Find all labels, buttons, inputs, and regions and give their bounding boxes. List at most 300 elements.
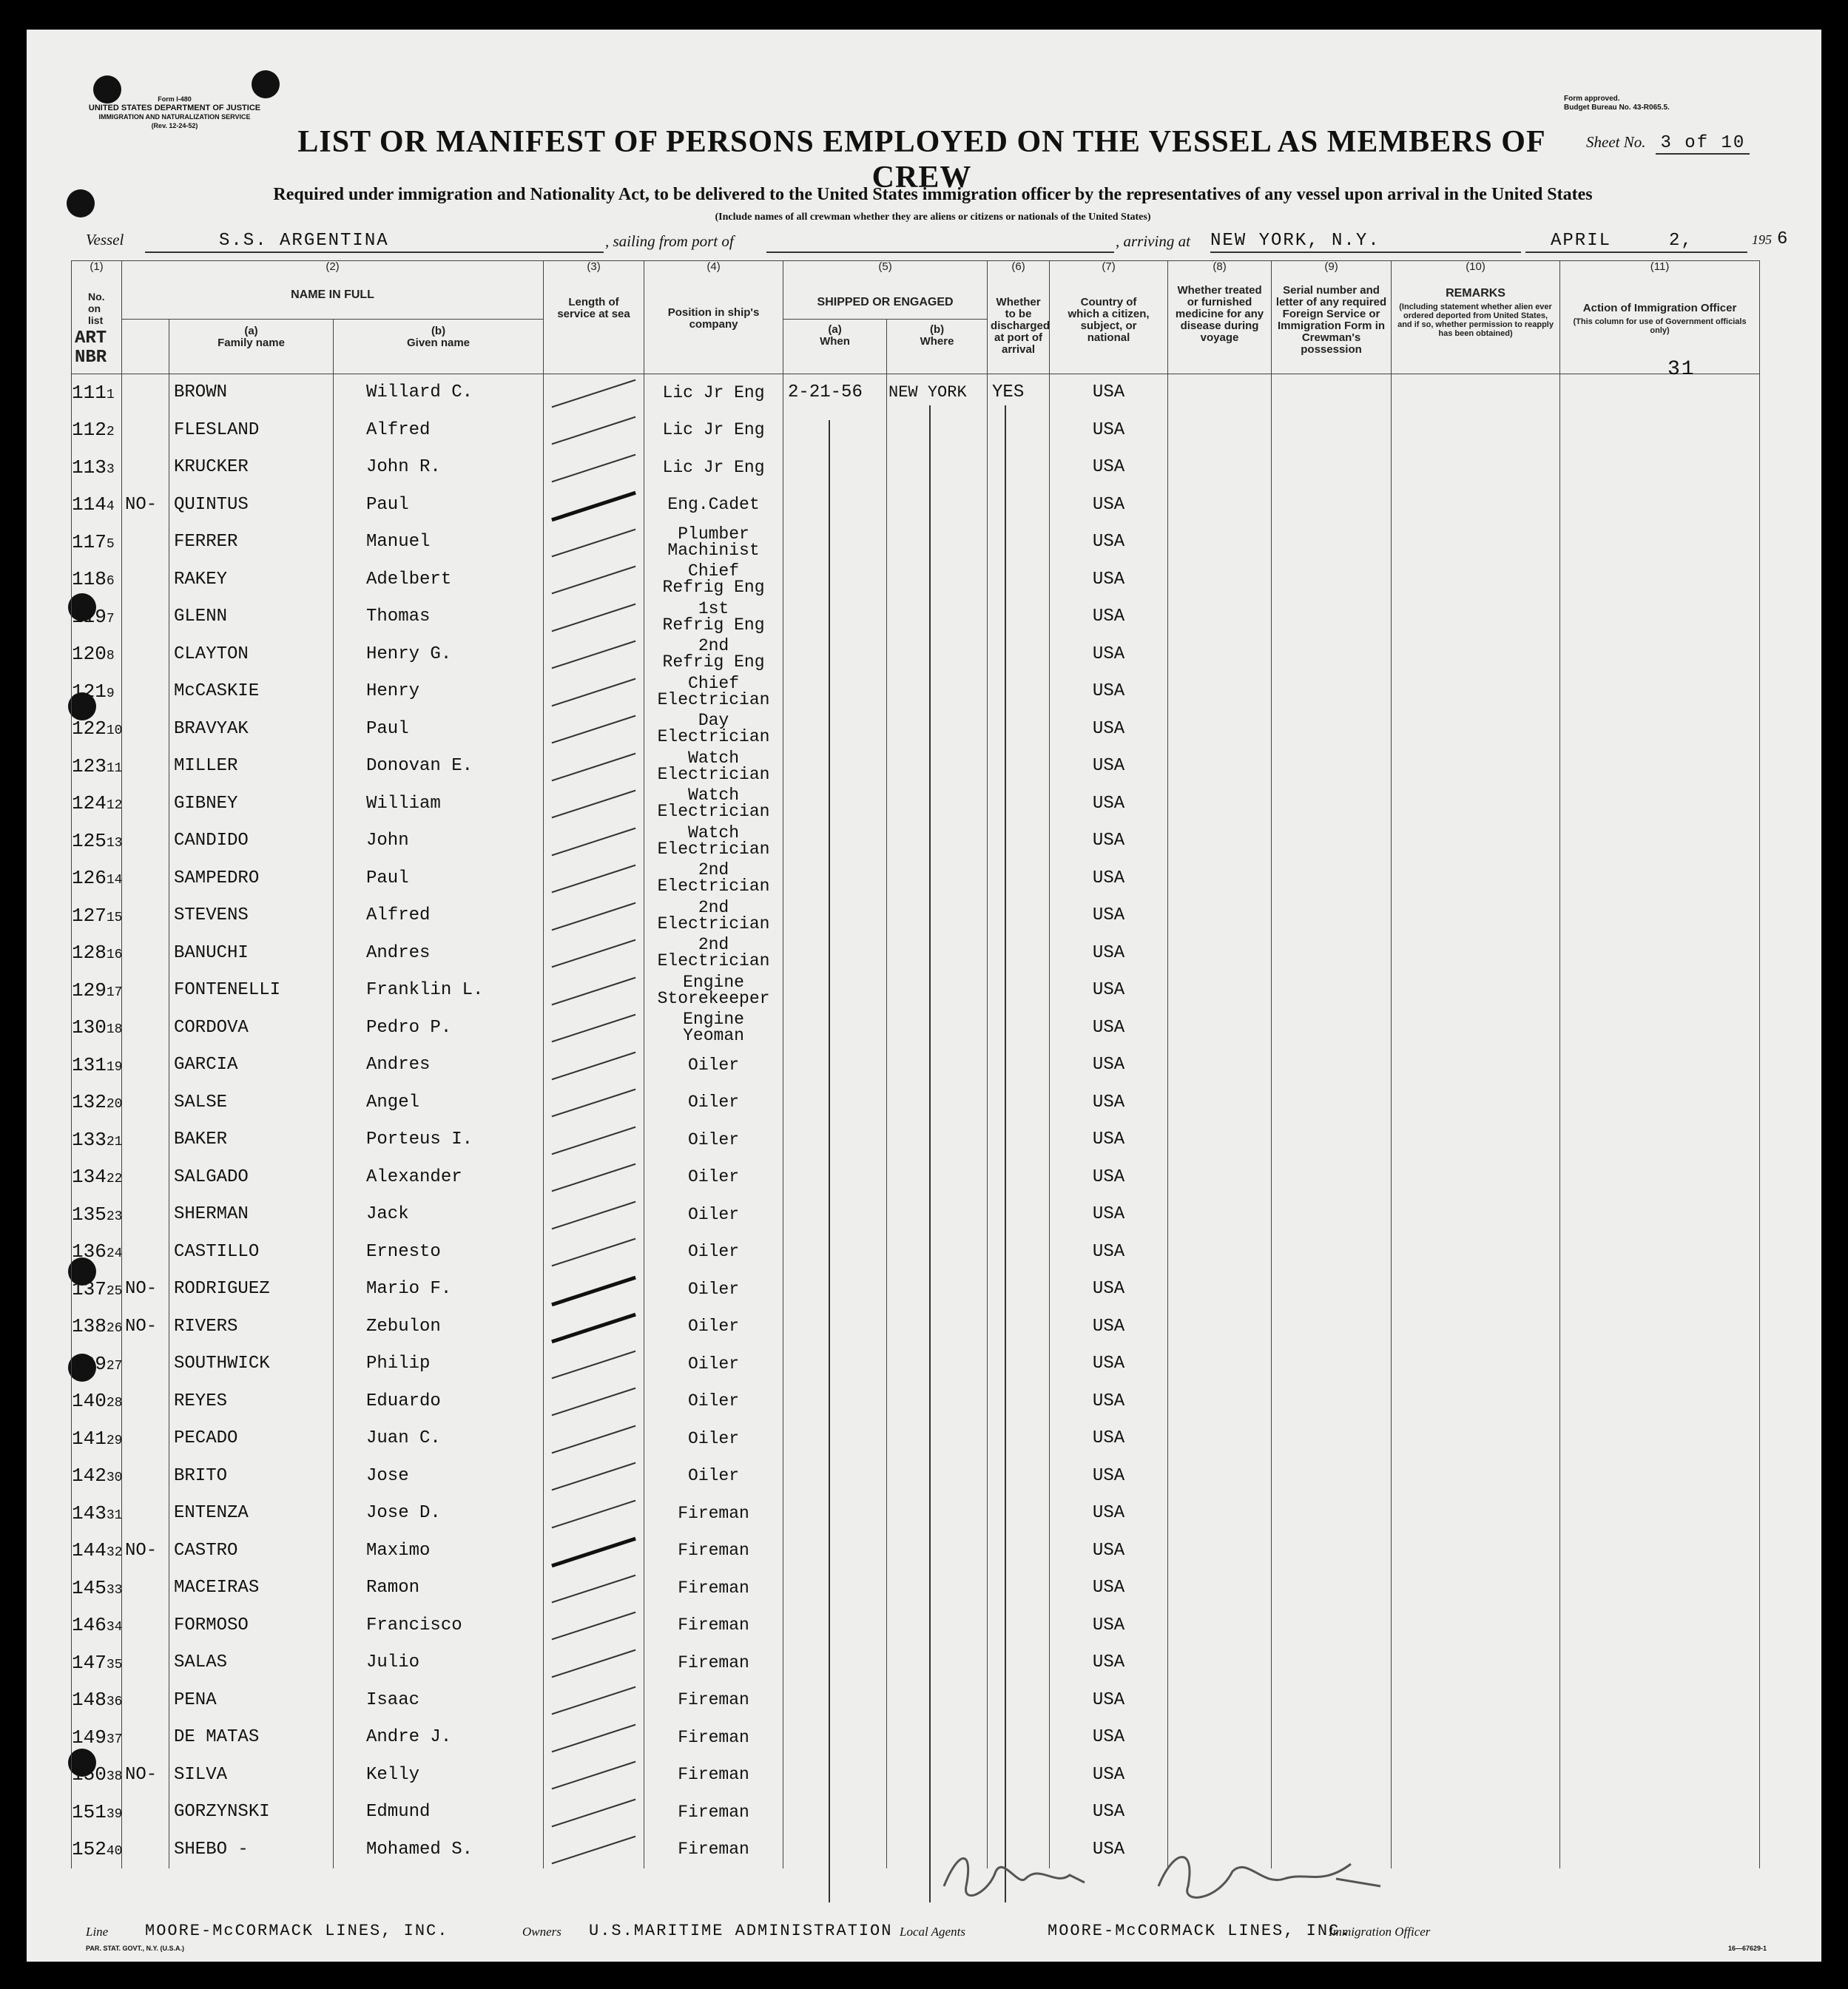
position-line: Fireman xyxy=(678,1840,749,1860)
serial-cell xyxy=(1272,524,1392,561)
where-cell xyxy=(887,1794,988,1831)
position-line: Electrician xyxy=(657,802,770,822)
prefix-cell xyxy=(122,1532,169,1570)
discharged-cell xyxy=(988,1382,1050,1420)
discharged-cell xyxy=(988,1308,1050,1345)
country: USA xyxy=(1092,494,1125,515)
service-check-mark xyxy=(552,1836,636,1865)
action-cell xyxy=(1560,1196,1760,1234)
country-cell xyxy=(1050,1084,1168,1121)
shipped-when xyxy=(783,719,788,739)
when-cell xyxy=(783,411,887,449)
treated-cell xyxy=(1168,1047,1272,1084)
position-line: 2nd xyxy=(698,935,729,955)
table-row xyxy=(72,1532,1760,1570)
where-cell xyxy=(887,1570,988,1607)
shipped-where xyxy=(887,496,888,514)
when-cell xyxy=(783,1271,887,1308)
remarks-cell xyxy=(1392,1009,1560,1047)
where-cell xyxy=(887,1495,988,1533)
prefix-cell xyxy=(122,1420,169,1458)
treated-cell xyxy=(1168,1233,1272,1271)
shipped-when xyxy=(783,1615,788,1635)
when-cell xyxy=(783,1681,887,1719)
action-cell xyxy=(1560,1719,1760,1757)
shipped-when xyxy=(783,1279,788,1299)
country-cell xyxy=(1050,1308,1168,1345)
country: USA xyxy=(1092,1764,1125,1785)
discharged xyxy=(988,1428,992,1448)
family-cell xyxy=(169,561,334,598)
given-cell xyxy=(334,710,544,748)
remarks-cell xyxy=(1392,1233,1560,1271)
country: USA xyxy=(1092,980,1125,1001)
country-cell xyxy=(1050,1196,1168,1234)
table-row xyxy=(72,486,1760,524)
position-cell xyxy=(644,1532,783,1570)
given-name: Andres xyxy=(366,942,431,963)
col-name-in-full: NAME IN FULL xyxy=(122,277,544,319)
colnum: (2) xyxy=(122,261,544,278)
family-name: RAKEY xyxy=(174,569,228,590)
when-cell xyxy=(783,1308,887,1345)
position-cell xyxy=(644,1233,783,1271)
shipped-where xyxy=(887,1616,888,1635)
arriving-underline xyxy=(1210,251,1521,253)
no-prefix xyxy=(122,681,125,701)
col-given-name xyxy=(334,319,544,374)
discharged-cell xyxy=(988,524,1050,561)
discharged-cell xyxy=(988,1570,1050,1607)
art-number: 135 xyxy=(72,1203,107,1226)
remarks-cell xyxy=(1392,1794,1560,1831)
position-line: Fireman xyxy=(678,1541,749,1561)
where-cell xyxy=(887,1719,988,1757)
shipped-where xyxy=(887,421,888,439)
art-number: 133 xyxy=(72,1128,107,1151)
treated-cell xyxy=(1168,860,1272,897)
remarks-cell xyxy=(1392,1607,1560,1644)
given-cell xyxy=(334,972,544,1010)
subtitle: Required under immigration and Nationality Act, to be delivered to the United States immigration officer by the representatives of any vessel upon arrival in the United States xyxy=(273,185,1593,204)
line-label: Line xyxy=(86,1925,109,1939)
family-cell xyxy=(169,785,334,823)
shipped-where xyxy=(887,1840,888,1859)
country: USA xyxy=(1092,1578,1125,1598)
printer-note: PAR. STAT. GOVT., N.Y. (U.S.A.) xyxy=(86,1945,185,1952)
discharged-cell xyxy=(988,1121,1050,1159)
discharged-cell xyxy=(988,1233,1050,1271)
no-prefix xyxy=(122,607,125,627)
family-cell xyxy=(169,1570,334,1607)
remarks-cell xyxy=(1392,785,1560,823)
prefix-cell xyxy=(122,1681,169,1719)
family-cell xyxy=(169,1233,334,1271)
discharged-cell xyxy=(988,1794,1050,1831)
action-cell xyxy=(1560,1345,1760,1383)
when-cell xyxy=(783,1121,887,1159)
no-prefix xyxy=(122,1727,125,1747)
treated-cell xyxy=(1168,673,1272,711)
given-cell xyxy=(334,1457,544,1495)
when-cell xyxy=(783,561,887,598)
service-check-mark xyxy=(552,641,636,669)
discharged xyxy=(988,1391,992,1411)
where-cell xyxy=(887,1308,988,1345)
country: USA xyxy=(1092,905,1125,926)
where-cell xyxy=(887,598,988,636)
prefix-cell xyxy=(122,449,169,487)
position-cell xyxy=(644,934,783,972)
action-cell xyxy=(1560,860,1760,897)
art-number: 124 xyxy=(72,792,107,815)
country-cell xyxy=(1050,710,1168,748)
treated-cell xyxy=(1168,449,1272,487)
list-number: 36 xyxy=(106,1695,123,1710)
where-cell xyxy=(887,673,988,711)
remarks-cell xyxy=(1392,1084,1560,1121)
art-number: 151 xyxy=(72,1800,107,1823)
when-cell xyxy=(783,1831,887,1868)
country-cell xyxy=(1050,1457,1168,1495)
when-cell xyxy=(783,1345,887,1383)
position-cell xyxy=(644,710,783,748)
shipped-where xyxy=(887,458,888,476)
no-prefix xyxy=(122,868,125,888)
given-name: Julio xyxy=(366,1652,420,1673)
action-cell xyxy=(1560,1607,1760,1644)
colnum: (11) xyxy=(1560,261,1760,278)
col-action xyxy=(1560,277,1760,374)
family-cell xyxy=(169,1719,334,1757)
art-cell xyxy=(72,1233,122,1271)
country: USA xyxy=(1092,532,1125,553)
serial-cell xyxy=(1272,1158,1392,1196)
prefix-cell xyxy=(122,486,169,524)
where-cell xyxy=(887,748,988,786)
position-line: Day xyxy=(698,711,729,731)
table-row xyxy=(72,785,1760,823)
list-number: 17 xyxy=(106,985,123,1000)
given-name: Maximo xyxy=(366,1540,431,1561)
shipped-when xyxy=(783,1652,788,1672)
country-cell xyxy=(1050,934,1168,972)
form-approved: Form approved. xyxy=(1564,95,1620,103)
table-row xyxy=(72,1196,1760,1234)
family-cell xyxy=(169,1121,334,1159)
discharged-cell xyxy=(988,673,1050,711)
col-no-on-list xyxy=(72,277,122,374)
family-name: BANUCHI xyxy=(174,942,249,963)
shipped-where xyxy=(887,794,888,813)
art-number: 130 xyxy=(72,1016,107,1039)
no-prefix xyxy=(122,1615,125,1635)
agents-name: MOORE-McCORMACK LINES, INC. xyxy=(1048,1922,1352,1940)
length-cell xyxy=(544,1756,644,1794)
list-number: 38 xyxy=(106,1769,123,1785)
discharged xyxy=(988,756,992,776)
no-prefix xyxy=(122,1802,125,1822)
shipped-where xyxy=(887,1467,888,1485)
given-name: Angel xyxy=(366,1092,420,1112)
shipped-when xyxy=(783,1204,788,1224)
service-check-mark xyxy=(552,865,636,894)
remarks-cell xyxy=(1392,860,1560,897)
table-row xyxy=(72,1047,1760,1084)
shipped-where xyxy=(887,1317,888,1336)
art-number: 148 xyxy=(72,1689,107,1712)
where-cell xyxy=(887,1271,988,1308)
table-row xyxy=(72,748,1760,786)
length-cell xyxy=(544,1047,644,1084)
treated-cell xyxy=(1168,934,1272,972)
shipped-where xyxy=(887,1056,888,1074)
list-number: 35 xyxy=(106,1657,123,1672)
remarks-cell xyxy=(1392,1271,1560,1308)
arriving-label: , arriving at xyxy=(1116,232,1190,250)
family-name: KRUCKER xyxy=(174,457,249,478)
country-cell xyxy=(1050,1719,1168,1757)
art-cell xyxy=(72,748,122,786)
given-name: Jose xyxy=(366,1465,409,1486)
shipped-when xyxy=(783,1578,788,1598)
discharged xyxy=(988,644,992,664)
position-line: Electrician xyxy=(657,951,770,971)
family-cell xyxy=(169,374,334,411)
action-cell xyxy=(1560,524,1760,561)
treated-cell xyxy=(1168,1607,1272,1644)
length-cell xyxy=(544,823,644,860)
treated-cell xyxy=(1168,1009,1272,1047)
family-name: STEVENS xyxy=(174,905,249,926)
when-cell xyxy=(783,1644,887,1682)
art-number: 119 xyxy=(72,605,107,628)
list-number: 9 xyxy=(106,686,115,701)
family-cell xyxy=(169,1308,334,1345)
country-cell xyxy=(1050,1382,1168,1420)
length-cell xyxy=(544,1196,644,1234)
country: USA xyxy=(1092,756,1125,777)
serial-cell xyxy=(1272,748,1392,786)
no-prefix xyxy=(122,980,125,1000)
service-check-mark xyxy=(552,1014,636,1043)
remarks-cell xyxy=(1392,561,1560,598)
length-cell xyxy=(544,1794,644,1831)
art-cell xyxy=(72,1158,122,1196)
action-cell xyxy=(1560,1495,1760,1533)
shipped-when xyxy=(783,1466,788,1486)
service-check-mark xyxy=(551,1275,636,1306)
given-cell xyxy=(334,1794,544,1831)
country-cell xyxy=(1050,449,1168,487)
action-cell xyxy=(1560,1420,1760,1458)
given-name: Jose D. xyxy=(366,1503,441,1524)
subnote: (Include names of all crewman whether they are aliens or citizens or nationals of the United States) xyxy=(715,212,1151,223)
family-cell xyxy=(169,1009,334,1047)
discharged-cell xyxy=(988,411,1050,449)
art-cell xyxy=(72,710,122,748)
art-number: 141 xyxy=(72,1427,107,1450)
crew-rows xyxy=(72,374,1760,1868)
no-prefix xyxy=(122,1503,125,1523)
shipped-where xyxy=(887,1429,888,1448)
prefix-cell xyxy=(122,374,169,411)
prefix-cell xyxy=(122,673,169,711)
position-cell xyxy=(644,785,783,823)
where-cell xyxy=(887,1158,988,1196)
given-cell xyxy=(334,748,544,786)
length-cell xyxy=(544,1121,644,1159)
remarks-cell xyxy=(1392,1495,1560,1533)
position-line: Fireman xyxy=(678,1727,749,1747)
art-cell xyxy=(72,1719,122,1757)
service-check-mark xyxy=(552,1723,636,1752)
shipped-where: NEW YORK xyxy=(888,383,967,402)
family-cell xyxy=(169,748,334,786)
serial-cell xyxy=(1272,1084,1392,1121)
service-check-mark xyxy=(552,790,636,819)
art-number: 136 xyxy=(72,1240,107,1263)
discharged xyxy=(988,1317,992,1337)
discharged xyxy=(988,868,992,888)
list-number: 19 xyxy=(106,1059,123,1075)
art-number: 142 xyxy=(72,1465,107,1487)
table-row xyxy=(72,411,1760,449)
no-prefix: NO- xyxy=(125,1279,158,1300)
action-cell xyxy=(1560,1271,1760,1308)
treated-cell xyxy=(1168,635,1272,673)
prefix-cell xyxy=(122,748,169,786)
service-check-mark xyxy=(552,1350,636,1379)
length-cell xyxy=(544,635,644,673)
discharged-cell xyxy=(988,1345,1050,1383)
serial-cell xyxy=(1272,1009,1392,1047)
art-cell xyxy=(72,1345,122,1383)
remarks-cell xyxy=(1392,897,1560,935)
serial-cell xyxy=(1272,1570,1392,1607)
no-prefix xyxy=(122,1578,125,1598)
serial-cell xyxy=(1272,1420,1392,1458)
discharged-cell xyxy=(988,823,1050,860)
country-cell xyxy=(1050,1158,1168,1196)
position-line: Oiler xyxy=(688,1354,740,1374)
country-cell xyxy=(1050,897,1168,935)
prefix-cell xyxy=(122,1009,169,1047)
where-cell xyxy=(887,524,988,561)
length-cell xyxy=(544,1382,644,1420)
length-cell xyxy=(544,1233,644,1271)
discharged xyxy=(988,1167,992,1187)
prefix-cell xyxy=(122,1121,169,1159)
no-prefix xyxy=(122,532,125,552)
country: USA xyxy=(1092,1092,1125,1112)
country: USA xyxy=(1092,1316,1125,1337)
treated-cell xyxy=(1168,1495,1272,1533)
shipped-where xyxy=(887,1803,888,1821)
shipped-when xyxy=(783,1055,788,1075)
table-row xyxy=(72,823,1760,860)
no-prefix xyxy=(122,794,125,814)
voyage-line xyxy=(71,229,1790,253)
treated-cell xyxy=(1168,1457,1272,1495)
country: USA xyxy=(1092,1652,1125,1673)
family-name: SHERMAN xyxy=(174,1204,249,1225)
action-cell xyxy=(1560,1084,1760,1121)
footer xyxy=(71,1922,1773,1952)
country: USA xyxy=(1092,1017,1125,1038)
when-cell xyxy=(783,972,887,1010)
action-cell xyxy=(1560,598,1760,636)
action-cell xyxy=(1560,1532,1760,1570)
prefix-cell xyxy=(122,1233,169,1271)
art-cell xyxy=(72,1308,122,1345)
art-number: 122 xyxy=(72,717,107,740)
country: USA xyxy=(1092,942,1125,963)
country: USA xyxy=(1092,1615,1125,1635)
shipped-where xyxy=(887,720,888,738)
family-cell xyxy=(169,1084,334,1121)
serial-cell xyxy=(1272,1681,1392,1719)
art-cell xyxy=(72,1271,122,1308)
where-cell xyxy=(887,1457,988,1495)
position-line: Fireman xyxy=(678,1578,749,1598)
prefix-cell xyxy=(122,1382,169,1420)
serial-cell xyxy=(1272,1532,1392,1570)
service-check-mark xyxy=(551,1537,636,1568)
remarks-cell xyxy=(1392,1196,1560,1234)
year-prefix: 195 xyxy=(1752,232,1772,247)
position-cell xyxy=(644,1831,783,1868)
table-row xyxy=(72,1495,1760,1533)
serial-cell xyxy=(1272,1794,1392,1831)
serial-cell xyxy=(1272,561,1392,598)
treated-cell xyxy=(1168,1644,1272,1682)
position-line: Electrician xyxy=(657,689,770,709)
art-cell xyxy=(72,635,122,673)
prefix-cell xyxy=(122,1570,169,1607)
service-check-mark xyxy=(552,1686,636,1715)
serial-cell xyxy=(1272,934,1392,972)
list-number: 2 xyxy=(106,425,115,440)
length-cell xyxy=(544,860,644,897)
family-name: SAMPEDRO xyxy=(174,868,260,888)
where-cell xyxy=(887,486,988,524)
given-cell xyxy=(334,1271,544,1308)
art-cell xyxy=(72,1196,122,1234)
treated-cell xyxy=(1168,561,1272,598)
family-cell xyxy=(169,1495,334,1533)
family-name: GARCIA xyxy=(174,1055,238,1075)
prefix-cell xyxy=(122,561,169,598)
remarks-cell xyxy=(1392,1532,1560,1570)
art-number: 113 xyxy=(72,456,107,479)
colnum: (6) xyxy=(988,261,1050,278)
list-number: 27 xyxy=(106,1358,123,1374)
position-cell xyxy=(644,1271,783,1308)
service-name: IMMIGRATION AND NATURALIZATION SERVICE xyxy=(98,113,251,121)
position-cell xyxy=(644,598,783,636)
list-number: 20 xyxy=(106,1097,123,1112)
shipped-when xyxy=(783,681,788,701)
position-line: Oiler xyxy=(688,1055,740,1075)
table-row xyxy=(72,1271,1760,1308)
list-number: 14 xyxy=(106,873,123,888)
position-cell xyxy=(644,673,783,711)
art-cell xyxy=(72,1644,122,1682)
family-name: CLAYTON xyxy=(174,644,249,664)
art-cell xyxy=(72,1047,122,1084)
prefix-cell xyxy=(122,635,169,673)
